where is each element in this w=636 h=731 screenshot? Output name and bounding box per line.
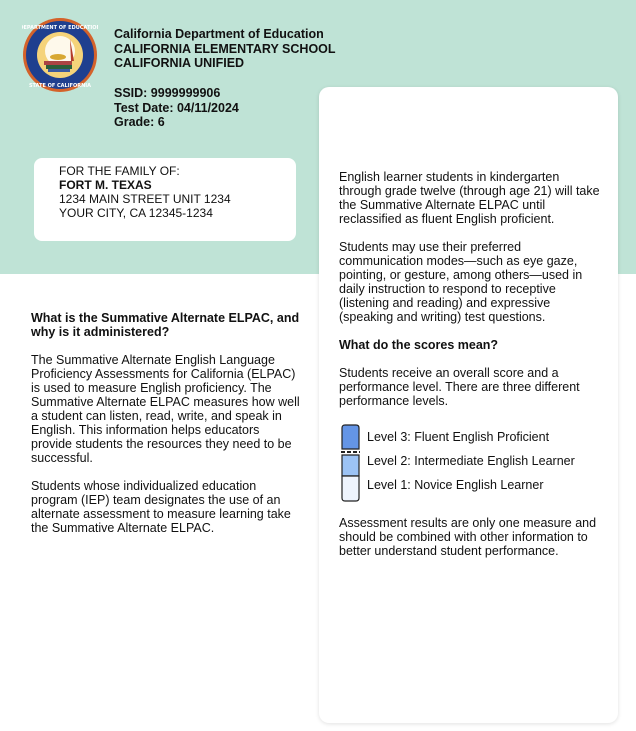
performance-levels (339, 422, 604, 502)
state-seal-icon (22, 17, 98, 93)
grade: Grade: 6 (114, 115, 165, 129)
address-card (34, 158, 296, 241)
address-line-2: YOUR CITY, CA 12345-1234 (59, 206, 213, 220)
level-bar-icon (341, 424, 360, 502)
student-info (114, 86, 239, 130)
org-name: California Department of Education (114, 27, 324, 41)
recipient-name: FORT M. TEXAS (59, 178, 152, 192)
right-paragraph-1: English learner students in kindergarten through grade twelve (through age 21) will take the Summative Alternate ELPAC until reclassified as fluent English proficient. (339, 170, 600, 226)
school-name: CALIFORNIA ELEMENTARY SCHOOL (114, 41, 336, 56)
district-name: CALIFORNIA UNIFIED (114, 56, 245, 70)
ssid: SSID: 9999999906 (114, 86, 221, 100)
scores-heading: What do the scores mean? (339, 338, 499, 352)
level-2-label: Level 2: Intermediate English Learner (367, 454, 575, 468)
level-2-segment (342, 455, 359, 476)
right-paragraph-3: Students receive an overall score and a performance level. There are three different performance levels. (339, 366, 580, 408)
left-heading: What is the Summative Alternate ELPAC, and why is it administered? (31, 311, 300, 339)
header-org-block (114, 27, 336, 71)
right-paragraph-2: Students may use their preferred communication modes—such as eye gaze, pointing, or gesture, among others—used in daily instruction to respond to receptive (listening and reading) and expressive (speaking and writing) test questions. (339, 240, 583, 324)
address-line-1: 1234 MAIN STREET UNIT 1234 (59, 192, 231, 206)
right-paragraph-4: Assessment results are only one measure and should be combined with other information to better understand student performance. (339, 516, 597, 558)
svg-text:STATE OF CALIFORNIA: STATE OF CALIFORNIA (28, 83, 92, 89)
info-card (319, 87, 618, 723)
left-paragraph-1: The Summative Alternate English Language Proficiency Assessments for California (ELPAC) is used to measure English proficiency. The Summative Alternate ELPAC measures how well a student can listen, read, write, and speak in English. This information helps educators provide students the resources they need to be successful. (31, 353, 300, 465)
level-3-segment (342, 425, 359, 449)
level-3-label: Level 3: Fluent English Proficient (367, 430, 550, 444)
level-1-label: Level 1: Novice English Learner (367, 478, 544, 492)
address-label: FOR THE FAMILY OF: (59, 164, 180, 178)
svg-text:DEPARTMENT OF EDUCATION: DEPARTMENT OF EDUCATION (22, 25, 98, 31)
test-date: Test Date: 04/11/2024 (114, 100, 239, 115)
left-column (31, 311, 301, 549)
left-paragraph-2: Students whose individualized education program (IEP) team designates the use of an alternate assessment to measure learning take the Summative Alternate ELPAC. (31, 479, 291, 535)
level-1-segment (342, 476, 359, 501)
